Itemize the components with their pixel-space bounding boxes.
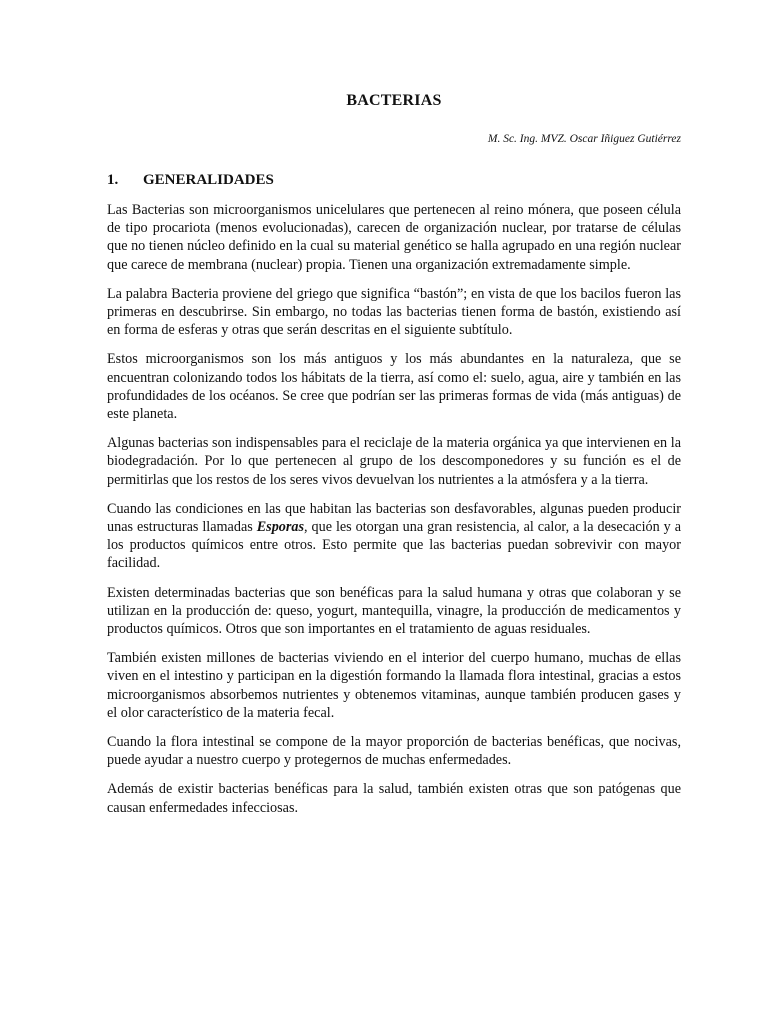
esporas-term: Esporas xyxy=(256,519,305,536)
paragraph: La palabra Bacteria proviene del griego que significa “bastón”; en vista de que los bacilos fueron las primeras en descubrirse. Sin embargo, no todas las bacterias tienen forma de bastón, existiendo así en forma de esferas y otras que serán descritas en el siguiente subtítulo. xyxy=(107,285,681,339)
paragraph-text: Cuando las condiciones en las que habitan las bacterias son desfavorables, algunas pueden producir unas estructuras llamadas xyxy=(107,500,681,536)
section-title: GENERALIDADES xyxy=(143,172,274,188)
paragraph: También existen millones de bacterias viviendo en el interior del cuerpo humano, muchas de ellas viven en el intestino y participan en la digestión formando la llamada flora intestinal, gracias a estos microorganismos absorbemos nutrientes y obtenemos vitaminas, aunque también producen gases y el olor característico de la materia fecal. xyxy=(107,650,681,721)
body-text xyxy=(107,201,681,828)
paragraph: Las Bacterias son microorganismos unicelulares que pertenecen al reino mónera, que poseen célula de tipo procariota (menos evolucionadas), carecen de organización nuclear, por tratarse de células que no tienen núcleo definido en la cual su material genético se halla agrupado en una región nuclear que carece de membrana (nuclear) propia. Tienen una organización extremadamente simple. xyxy=(107,202,681,273)
paragraph: Cuando la flora intestinal se compone de la mayor proporción de bacterias benéficas, que nocivas, puede ayudar a nuestro cuerpo y protegernos de muchas enfermedades. xyxy=(107,734,681,769)
paragraph-text: , que les otorgan una gran resistencia, al calor, a la desecación y a los productos químicos entre otros. Esto permite que las bacterias puedan sobrevivir con mayor facilidad. xyxy=(107,519,681,572)
author-line: M. Sc. Ing. MVZ. Oscar Iñiguez Gutiérrez xyxy=(487,133,681,145)
paragraph: Algunas bacterias son indispensables para el reciclaje de la materia orgánica ya que intervienen en la biodegradación. Por lo que pertenecen al grupo de los descomponedores y su función es el de permitirlas que los restos de los seres vivos devuelvan los nutrientes a la atmósfera y a la tierra. xyxy=(107,435,681,488)
paragraph: Además de existir bacterias benéficas para la salud, también existen otras que son patógenas que causan enfermedades infecciosas. xyxy=(107,781,681,816)
paragraph: Estos microorganismos son los más antiguos y los más abundantes en la naturaleza, que se encuentran colonizando todos los hábitats de la tierra, así como el: suelo, agua, aire y también en las profundidades de los océanos. Se cree que podrían ser las primeras formas de vida (más antiguas) de este planeta. xyxy=(107,351,681,423)
section-heading xyxy=(107,172,274,189)
document-title: BACTERIAS xyxy=(346,92,442,109)
paragraph xyxy=(107,500,681,573)
section-number: 1. xyxy=(107,172,119,188)
paragraph: Existen determinadas bacterias que son benéficas para la salud humana y otras que colaboran y se utilizan en la producción de: queso, yogurt, mantequilla, vinagre, la producción de medicamentos y productos químicos. Otros que son importantes en el tratamiento de aguas residuales. xyxy=(107,584,681,638)
